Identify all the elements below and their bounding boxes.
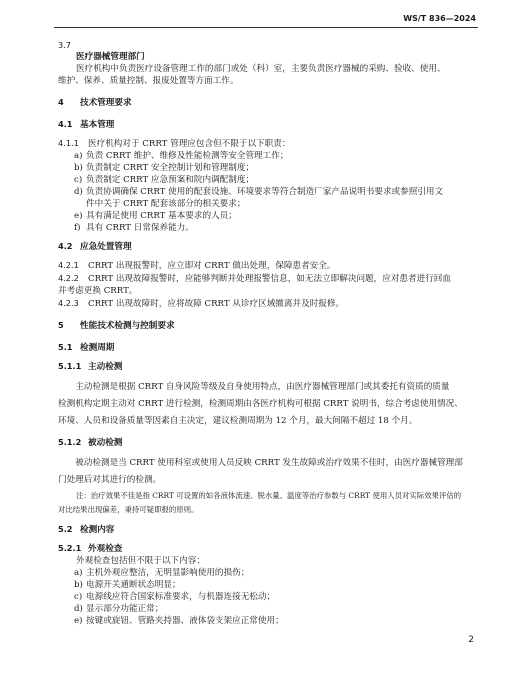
list-item-text: 按键或旋钮、管路夹持器、液体袋支架应正常使用； bbox=[86, 616, 284, 626]
clause-number: 4.1.1 bbox=[58, 138, 79, 148]
list-item bbox=[58, 174, 478, 186]
heading-number: 5.1 bbox=[58, 342, 73, 352]
list-item-text: 具有满足使用 CRRT 基本要求的人员； bbox=[86, 211, 237, 221]
list-item bbox=[58, 198, 478, 210]
list-item-label: d) bbox=[74, 604, 83, 614]
list-item bbox=[58, 615, 478, 627]
heading-number: 5.2 bbox=[58, 524, 73, 534]
subsection-heading bbox=[58, 523, 478, 536]
clause-number: 4.2.2 bbox=[58, 273, 79, 283]
list-item bbox=[58, 186, 478, 198]
list-item-label: a) bbox=[74, 151, 83, 161]
list-item-label: c) bbox=[74, 592, 83, 602]
clause-body: CRRT 出现故障报警时，应能够判断并处理报警信息，如无法立即解决问题，应对患者进行回血 bbox=[88, 274, 451, 284]
list-item-label: e) bbox=[74, 211, 83, 221]
subsubsection-heading bbox=[58, 542, 478, 555]
list-item-text: 电源线应符合国家标准要求，与机器连接无松动； bbox=[86, 592, 276, 602]
section-heading bbox=[58, 319, 478, 332]
clause-number: 4.2.3 bbox=[58, 298, 79, 308]
clause-text bbox=[58, 297, 478, 310]
list bbox=[58, 567, 478, 627]
subsection-heading bbox=[58, 118, 478, 131]
clause-text: 外观检查包括但不限于以下内容： bbox=[76, 556, 205, 566]
list-item-text: 电源开关通断状态明显； bbox=[86, 580, 181, 590]
heading-text: 主动检测 bbox=[88, 362, 123, 372]
list-item bbox=[58, 222, 478, 234]
list-item bbox=[58, 150, 478, 162]
list-item-label: d) bbox=[74, 187, 83, 197]
list-item bbox=[58, 603, 478, 615]
list-item bbox=[58, 162, 478, 174]
clause-text bbox=[58, 259, 478, 272]
paragraph-line: 门处理后对其进行的检测。 bbox=[58, 475, 162, 485]
term-definition-line: 维护、保养、质量控制、报废处置等方面工作。 bbox=[58, 76, 239, 86]
heading-text: 被动检测 bbox=[88, 438, 123, 448]
clause-body: 医疗机构对于 CRRT 管理应包含但不限于以下职责： bbox=[88, 139, 291, 149]
list-item-text: 具有 CRRT 日常保养能力。 bbox=[86, 223, 194, 233]
section-number: 3.7 bbox=[58, 40, 72, 50]
heading-number: 4.2 bbox=[58, 241, 73, 251]
paragraph-line: 主动检测是根据 CRRT 自身风险等级及自身使用特点，由医疗器械管理部门或其委托有资质的质量 bbox=[75, 382, 450, 392]
document-body bbox=[58, 39, 478, 627]
list-item-text: 负责制定 CRRT 应急预案和院内调配制度； bbox=[86, 175, 255, 185]
heading-text: 检测内容 bbox=[80, 525, 115, 535]
heading-number: 4 bbox=[58, 97, 64, 107]
note-line: 注：治疗效果不佳是指 CRRT 可设置的如各液体流速、脱水量、温度等治疗参数与 CRRT 使用人员对实际效果评估的 bbox=[76, 491, 462, 500]
list-item bbox=[58, 579, 478, 591]
subsection-heading bbox=[58, 341, 478, 354]
clause-text-continued: 并考虑更换 CRRT。 bbox=[58, 286, 138, 296]
heading-text: 外观检查 bbox=[88, 544, 123, 554]
list-item-text: 主机外观应整洁，无明显影响使用的损伤； bbox=[86, 568, 250, 578]
clause-body: CRRT 出现报警时，应立即对 CRRT 做出处理，保障患者安全。 bbox=[88, 261, 336, 271]
list-item-text: 负责协调确保 CRRT 使用的配套设施、环境要求等符合制造厂家产品说明书要求或参照引用文 bbox=[86, 187, 444, 197]
heading-text: 技术管理要求 bbox=[80, 98, 132, 108]
heading-number: 5 bbox=[58, 320, 64, 330]
list-item-text: 件中关于 CRRT 配套该部分的相关要求； bbox=[86, 199, 246, 209]
list-item-label: b) bbox=[74, 580, 83, 590]
heading-number: 5.2.1 bbox=[58, 543, 82, 553]
term-title: 医疗器械管理部门 bbox=[76, 52, 145, 62]
list-item-text: 显示部分功能正常； bbox=[86, 604, 164, 614]
note-line: 对比结果出现偏差，秉持可疑即报的原则。 bbox=[58, 505, 199, 514]
heading-number: 5.1.2 bbox=[58, 437, 82, 447]
clause-text bbox=[58, 272, 478, 285]
list-item bbox=[58, 567, 478, 579]
list-item-label: a) bbox=[74, 568, 83, 578]
list-item-label: f) bbox=[74, 223, 81, 233]
list-item-label: c) bbox=[74, 175, 83, 185]
heading-text: 检测周期 bbox=[80, 343, 115, 353]
term-definition-line: 医疗机构中负责医疗设备管理工作的部门或处（科）室，主要负责医疗器械的采购、验收、使用、 bbox=[76, 64, 446, 74]
clause-number: 4.2.1 bbox=[58, 260, 79, 270]
heading-number: 5.1.1 bbox=[58, 361, 82, 371]
list-item-text: 负责制定 CRRT 安全控制计划和管理制度； bbox=[86, 163, 255, 173]
heading-number: 4.1 bbox=[58, 119, 73, 129]
list-item bbox=[58, 210, 478, 222]
page-number: 2 bbox=[468, 635, 474, 645]
heading-text: 基本管理 bbox=[80, 120, 115, 130]
clause-text bbox=[58, 137, 478, 150]
section-heading bbox=[58, 96, 478, 109]
paragraph-line: 检测机构定期主动对 CRRT 进行检测，检测周期由各医疗机构可根据 CRRT 说明书，综合考虑使用情况、 bbox=[58, 399, 463, 409]
clause-body: CRRT 出现故障时，应将故障 CRRT 从诊疗区域撤离并及时报修。 bbox=[88, 299, 345, 309]
list bbox=[58, 150, 478, 234]
header-divider bbox=[54, 27, 478, 28]
paragraph-line: 环境、人员和设备质量等因素自主决定，建议检测周期为 12 个月，最大间隔不超过 18 个月。 bbox=[58, 416, 418, 426]
subsubsection-heading bbox=[58, 436, 478, 449]
list-item-label: e) bbox=[74, 616, 83, 626]
list-item-label: b) bbox=[74, 163, 83, 173]
heading-text: 性能技术检测与控制要求 bbox=[80, 321, 175, 331]
heading-text: 应急处置管理 bbox=[80, 242, 132, 252]
list-item bbox=[58, 591, 478, 603]
document-code: WS/T 836—2024 bbox=[403, 14, 476, 23]
paragraph-line: 被动检测是当 CRRT 使用科室或使用人员反映 CRRT 发生故障或治疗效果不佳时，由医疗器械管理部 bbox=[75, 458, 463, 468]
list-item-text: 负责 CRRT 维护、维修及性能检测等安全管理工作； bbox=[86, 151, 289, 161]
subsection-heading bbox=[58, 240, 478, 253]
subsubsection-heading bbox=[58, 360, 478, 373]
